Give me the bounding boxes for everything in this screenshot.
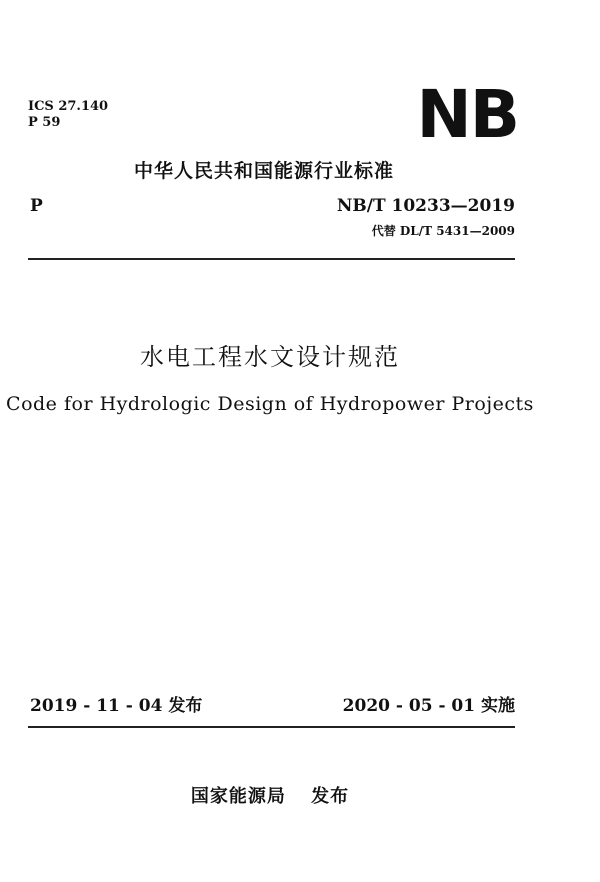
nb-logo: NB (416, 76, 518, 153)
organization-title: 中华人民共和国能源行业标准 (134, 160, 395, 182)
implementation-date: 2020 - 05 - 01 实施 (342, 696, 515, 716)
title-chinese: 水电工程水文设计规范 (140, 343, 400, 371)
issue-date: 2019 - 11 - 04 发布 (30, 696, 203, 716)
ics-code: ICS 27.140 (28, 99, 109, 114)
title-english: Code for Hydrologic Design of Hydropower Projects (6, 393, 534, 415)
issuing-authority: 国家能源局 发布 (190, 786, 350, 807)
standard-number: NB/T 10233—2019 (336, 196, 515, 216)
classification-letter: P (30, 196, 43, 216)
bottom-divider (28, 726, 515, 728)
ccs-code: P 59 (28, 115, 61, 130)
top-divider (28, 258, 515, 260)
replaces-standard: 代替 DL/T 5431—2009 (371, 224, 515, 238)
